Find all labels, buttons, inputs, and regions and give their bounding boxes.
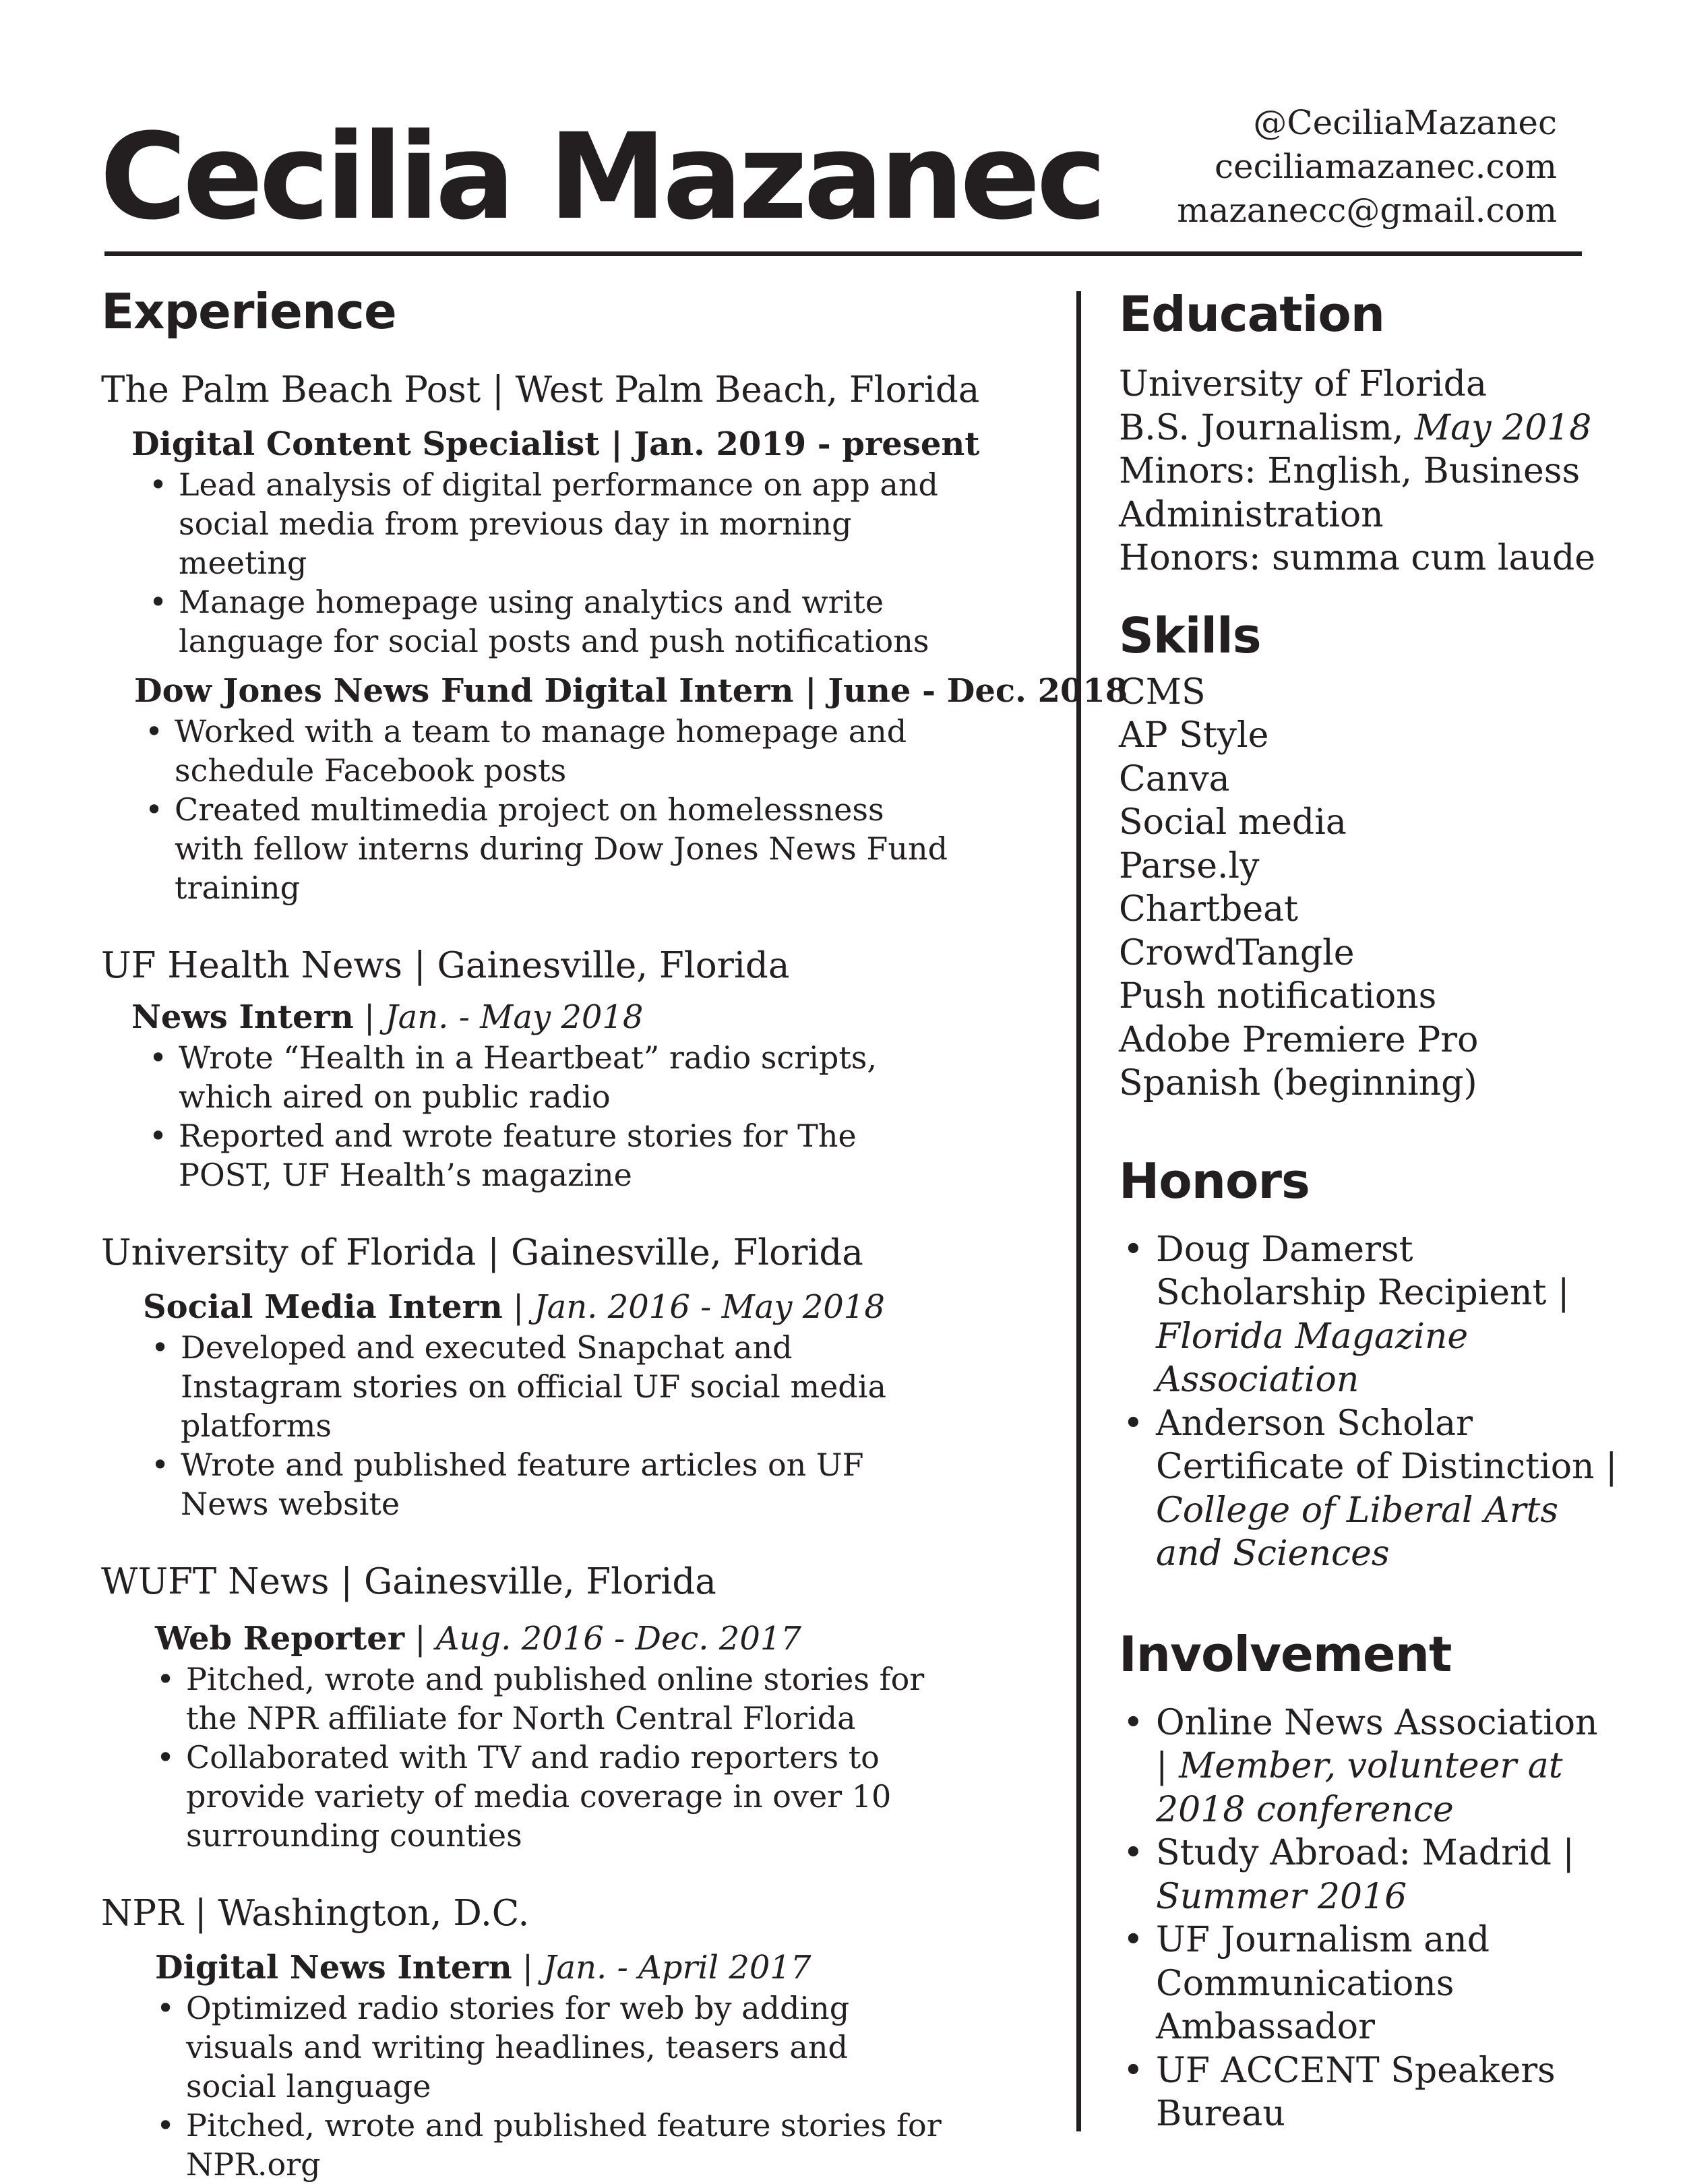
header-divider	[104, 251, 1582, 256]
education-honors: Honors: summa cum laude	[1119, 538, 1596, 578]
role-title: News Intern	[131, 998, 354, 1036]
role-dates: Jan. 2019 - present	[634, 425, 980, 463]
role-dates: Jan. - May 2018	[385, 998, 644, 1036]
job-role	[155, 1947, 1058, 1989]
job-role	[143, 1286, 1058, 1328]
skill-item: CMS	[1119, 671, 1206, 712]
skill-item: CrowdTangle	[1119, 932, 1355, 973]
skills-list	[1119, 671, 1618, 1105]
education-degree: B.S. Journalism, May 2018	[1119, 407, 1592, 448]
skill-item: Social media	[1119, 802, 1347, 843]
education-minors: Minors: English, Business	[1119, 451, 1581, 491]
role-dates: Aug. 2016 - Dec. 2017	[435, 1620, 801, 1658]
list-item: • Online News Association | Member, volunteer at 2018 conference	[1119, 1701, 1618, 1832]
skill-item: Parse.ly	[1119, 845, 1260, 886]
column-divider	[1076, 291, 1081, 2131]
experience-heading: Experience	[101, 283, 396, 340]
role-title: Digital Content Specialist |	[131, 425, 634, 463]
role-separator: |	[512, 1949, 544, 1986]
list-item: • UF ACCENT Speakers Bureau	[1119, 2049, 1618, 2136]
role-title: Dow Jones News Fund Digital Intern |	[134, 672, 828, 710]
list-item: • Study Abroad: Madrid | Summer 2016	[1119, 1831, 1618, 1918]
list-item: • Wrote and published feature articles on UF News website	[147, 1445, 956, 1523]
honors-list	[1119, 1228, 1618, 1576]
role-title: Social Media Intern	[143, 1288, 503, 1326]
list-item: • Pitched, wrote and published feature stories for NPR.org	[152, 2106, 948, 2184]
education-heading: Education	[1119, 286, 1385, 342]
job-entry	[101, 368, 1128, 907]
list-item: • UF Journalism and Communications Ambassador	[1119, 1918, 1618, 2049]
skill-item: Canva	[1119, 758, 1230, 799]
list-item: • Collaborated with TV and radio reporters to provide variety of media coverage in over 10 surrounding counties	[152, 1738, 975, 1855]
education-school: University of Florida	[1119, 364, 1487, 404]
education-details	[1119, 363, 1618, 580]
job-role	[155, 1618, 1058, 1660]
job-org: WUFT News | Gainesville, Florida	[101, 1561, 716, 1602]
list-item: • Manage homepage using analytics and write language for social posts and push notifications	[145, 582, 954, 661]
education-minors-cont: Administration	[1119, 494, 1384, 535]
job-entry	[101, 1560, 1058, 1855]
list-item: • Pitched, wrote and published online stories for the NPR affiliate for North Central Florida	[152, 1660, 975, 1738]
job-entry	[101, 1231, 1058, 1523]
skills-heading: Skills	[1119, 607, 1261, 664]
role-dates: Jan. 2016 - May 2018	[534, 1288, 885, 1326]
contact-block	[1177, 101, 1557, 233]
skill-item: AP Style	[1119, 715, 1269, 756]
job-org: UF Health News | Gainesville, Florida	[101, 945, 790, 986]
skill-item: Adobe Premiere Pro	[1119, 1019, 1479, 1060]
role-title: Digital News Intern	[155, 1949, 512, 1986]
list-item: • Optimized radio stories for web by adding visuals and writing headlines, teasers and social language	[152, 1989, 948, 2106]
list-item: • Worked with a team to manage homepage and schedule Facebook posts	[141, 712, 950, 790]
honors-heading: Honors	[1119, 1152, 1310, 1209]
website: ceciliamazanec.com	[1215, 147, 1557, 186]
role-separator: |	[502, 1288, 534, 1326]
involvement-list	[1119, 1701, 1618, 2136]
experience-section	[101, 283, 1128, 2184]
job-role	[131, 996, 1058, 1038]
job-org: NPR | Washington, D.C.	[101, 1893, 530, 1934]
skill-item: Spanish (beginning)	[1119, 1063, 1477, 1103]
list-item: • Doug Damerst Scholarship Recipient | Florida Magazine Association	[1119, 1228, 1618, 1402]
job-org: The Palm Beach Post | West Palm Beach, Florida	[101, 369, 980, 411]
list-item: • Reported and wrote feature stories for The POST, UF Health’s magazine	[145, 1116, 954, 1194]
role-separator: |	[353, 998, 386, 1036]
twitter-handle: @CeciliaMazanec	[1253, 103, 1557, 142]
role-dates: June - Dec. 2018	[828, 672, 1128, 710]
skill-item: Chartbeat	[1119, 889, 1298, 930]
job-entry	[101, 1891, 1058, 2184]
resume-name: Cecilia Mazanec	[100, 108, 1103, 246]
role-title: Web Reporter	[155, 1620, 405, 1658]
list-item: • Lead analysis of digital performance on app and social media from previous day in morning meeting	[145, 465, 954, 582]
job-org: University of Florida | Gainesville, Florida	[101, 1232, 863, 1273]
list-item: • Created multimedia project on homelessness with fellow interns during Dow Jones News Fund training	[141, 790, 950, 907]
skill-item: Push notifications	[1119, 976, 1437, 1017]
job-role	[134, 670, 1128, 712]
role-dates: Jan. - April 2017	[543, 1949, 811, 1986]
role-separator: |	[404, 1620, 436, 1658]
list-item: • Developed and executed Snapchat and Instagram stories on official UF social media platforms	[147, 1328, 956, 1445]
job-entry	[101, 944, 1058, 1194]
job-role	[131, 423, 1058, 465]
list-item: • Wrote “Health in a Heartbeat” radio scripts, which aired on public radio	[145, 1038, 954, 1116]
sidebar-column	[1119, 283, 1618, 2136]
email: mazanecc@gmail.com	[1177, 191, 1557, 230]
involvement-heading: Involvement	[1119, 1625, 1452, 1682]
list-item: • Anderson Scholar Certificate of Distinction | College of Liberal Arts and Sciences	[1119, 1402, 1618, 1576]
